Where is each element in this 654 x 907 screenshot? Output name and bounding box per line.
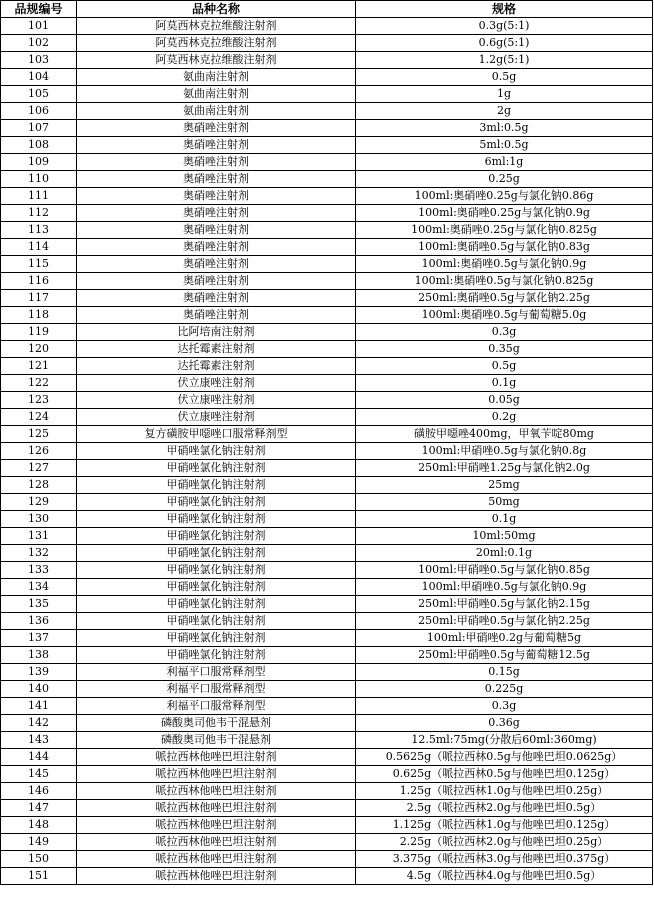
table-row	[1, 443, 653, 460]
row-drug-name: 阿莫西林克拉维酸注射剂	[77, 52, 356, 69]
row-code: 121	[1, 358, 77, 375]
row-drug-name: 甲硝唑氯化钠注射剂	[77, 596, 356, 613]
row-code: 145	[1, 766, 77, 783]
table-row	[1, 766, 653, 783]
row-code: 108	[1, 137, 77, 154]
row-drug-name: 甲硝唑氯化钠注射剂	[77, 630, 356, 647]
row-code: 123	[1, 392, 77, 409]
table-row	[1, 749, 653, 766]
row-drug-name: 甲硝唑氯化钠注射剂	[77, 647, 356, 664]
table-row	[1, 494, 653, 511]
row-specification: 50mg	[356, 494, 653, 511]
row-specification: 100ml:甲硝唑0.5g与氯化钠0.85g	[356, 562, 653, 579]
row-specification: 100ml:奥硝唑0.25g与氯化钠0.9g	[356, 205, 653, 222]
row-specification: 1.125g（哌拉西林1.0g与他唑巴坦0.125g）	[356, 817, 653, 834]
row-code: 133	[1, 562, 77, 579]
row-drug-name: 利福平口服常释剂型	[77, 681, 356, 698]
row-specification: 5ml:0.5g	[356, 137, 653, 154]
row-specification: 0.2g	[356, 409, 653, 426]
row-code: 150	[1, 851, 77, 868]
row-specification: 250ml:奥硝唑0.5g与氯化钠2.25g	[356, 290, 653, 307]
row-code: 135	[1, 596, 77, 613]
header-specification: 规格	[356, 1, 653, 18]
table-row	[1, 817, 653, 834]
row-specification: 100ml:奥硝唑0.5g与葡萄糖5.0g	[356, 307, 653, 324]
row-code: 137	[1, 630, 77, 647]
table-body	[1, 18, 653, 885]
row-drug-name: 氨曲南注射剂	[77, 69, 356, 86]
row-code: 140	[1, 681, 77, 698]
table-row	[1, 69, 653, 86]
table-row	[1, 358, 653, 375]
table-row	[1, 562, 653, 579]
row-specification: 0.25g	[356, 171, 653, 188]
table-row	[1, 273, 653, 290]
row-specification: 100ml:奥硝唑0.5g与氯化钠0.9g	[356, 256, 653, 273]
row-specification: 0.225g	[356, 681, 653, 698]
row-code: 151	[1, 868, 77, 885]
row-drug-name: 达托霉素注射剂	[77, 341, 356, 358]
table-row	[1, 579, 653, 596]
table-row	[1, 545, 653, 562]
table-row	[1, 426, 653, 443]
table-row	[1, 698, 653, 715]
row-drug-name: 伏立康唑注射剂	[77, 409, 356, 426]
row-drug-name: 甲硝唑氯化钠注射剂	[77, 511, 356, 528]
table-row	[1, 86, 653, 103]
table-row	[1, 868, 653, 885]
row-code: 116	[1, 273, 77, 290]
row-specification: 0.5g	[356, 358, 653, 375]
row-specification: 250ml:甲硝唑0.5g与葡萄糖12.5g	[356, 647, 653, 664]
row-drug-name: 奥硝唑注射剂	[77, 273, 356, 290]
row-drug-name: 甲硝唑氯化钠注射剂	[77, 477, 356, 494]
row-code: 107	[1, 120, 77, 137]
row-specification: 1.2g(5:1)	[356, 52, 653, 69]
row-specification: 4.5g（哌拉西林4.0g与他唑巴坦0.5g）	[356, 868, 653, 885]
row-code: 104	[1, 69, 77, 86]
row-drug-name: 哌拉西林他唑巴坦注射剂	[77, 817, 356, 834]
row-code: 125	[1, 426, 77, 443]
row-drug-name: 奥硝唑注射剂	[77, 137, 356, 154]
row-specification: 100ml:奥硝唑0.5g与氯化钠0.825g	[356, 273, 653, 290]
table-row	[1, 35, 653, 52]
row-drug-name: 哌拉西林他唑巴坦注射剂	[77, 766, 356, 783]
table-row	[1, 375, 653, 392]
row-specification: 2.25g（哌拉西林2.0g与他唑巴坦0.25g）	[356, 834, 653, 851]
row-drug-name: 哌拉西林他唑巴坦注射剂	[77, 868, 356, 885]
table-row	[1, 256, 653, 273]
row-code: 122	[1, 375, 77, 392]
row-code: 119	[1, 324, 77, 341]
table-row	[1, 103, 653, 120]
table-row	[1, 154, 653, 171]
table-row	[1, 290, 653, 307]
header-code: 品规编号	[1, 1, 77, 18]
table-row	[1, 18, 653, 35]
row-specification: 1g	[356, 86, 653, 103]
row-code: 132	[1, 545, 77, 562]
row-specification: 0.36g	[356, 715, 653, 732]
row-specification: 3.375g（哌拉西林3.0g与他唑巴坦0.375g）	[356, 851, 653, 868]
table-row	[1, 409, 653, 426]
table-row	[1, 222, 653, 239]
row-code: 112	[1, 205, 77, 222]
row-code: 143	[1, 732, 77, 749]
row-drug-name: 氨曲南注射剂	[77, 103, 356, 120]
row-code: 120	[1, 341, 77, 358]
row-drug-name: 奥硝唑注射剂	[77, 205, 356, 222]
row-code: 146	[1, 783, 77, 800]
row-code: 126	[1, 443, 77, 460]
row-drug-name: 奥硝唑注射剂	[77, 256, 356, 273]
table-row	[1, 511, 653, 528]
row-specification: 2g	[356, 103, 653, 120]
row-code: 101	[1, 18, 77, 35]
row-drug-name: 阿莫西林克拉维酸注射剂	[77, 18, 356, 35]
table-row	[1, 596, 653, 613]
row-code: 129	[1, 494, 77, 511]
row-specification: 10ml:50mg	[356, 528, 653, 545]
row-specification: 2.5g（哌拉西林2.0g与他唑巴坦0.5g）	[356, 800, 653, 817]
row-code: 148	[1, 817, 77, 834]
row-drug-name: 哌拉西林他唑巴坦注射剂	[77, 800, 356, 817]
row-drug-name: 甲硝唑氯化钠注射剂	[77, 579, 356, 596]
table-row	[1, 137, 653, 154]
row-drug-name: 甲硝唑氯化钠注射剂	[77, 494, 356, 511]
row-code: 102	[1, 35, 77, 52]
row-code: 124	[1, 409, 77, 426]
row-specification: 100ml:甲硝唑0.5g与氯化钠0.9g	[356, 579, 653, 596]
row-code: 142	[1, 715, 77, 732]
table-row	[1, 52, 653, 69]
row-specification: 0.625g（哌拉西林0.5g与他唑巴坦0.125g）	[356, 766, 653, 783]
row-code: 103	[1, 52, 77, 69]
table-row	[1, 613, 653, 630]
row-specification: 0.35g	[356, 341, 653, 358]
row-code: 136	[1, 613, 77, 630]
row-code: 147	[1, 800, 77, 817]
table-row	[1, 800, 653, 817]
row-code: 131	[1, 528, 77, 545]
row-code: 110	[1, 171, 77, 188]
row-specification: 20ml:0.1g	[356, 545, 653, 562]
row-code: 109	[1, 154, 77, 171]
row-code: 115	[1, 256, 77, 273]
row-drug-name: 奥硝唑注射剂	[77, 171, 356, 188]
table-row	[1, 171, 653, 188]
row-code: 128	[1, 477, 77, 494]
row-code: 113	[1, 222, 77, 239]
row-drug-name: 阿莫西林克拉维酸注射剂	[77, 35, 356, 52]
row-code: 118	[1, 307, 77, 324]
table-row	[1, 851, 653, 868]
row-drug-name: 哌拉西林他唑巴坦注射剂	[77, 834, 356, 851]
row-specification: 0.3g	[356, 698, 653, 715]
row-code: 138	[1, 647, 77, 664]
row-drug-name: 哌拉西林他唑巴坦注射剂	[77, 851, 356, 868]
row-specification: 100ml:甲硝唑0.5g与氯化钠0.8g	[356, 443, 653, 460]
row-drug-name: 甲硝唑氯化钠注射剂	[77, 460, 356, 477]
row-drug-name: 复方磺胺甲噁唑口服常释剂型	[77, 426, 356, 443]
row-code: 106	[1, 103, 77, 120]
row-drug-name: 达托霉素注射剂	[77, 358, 356, 375]
table-row	[1, 341, 653, 358]
row-specification: 0.1g	[356, 375, 653, 392]
row-code: 144	[1, 749, 77, 766]
row-drug-name: 利福平口服常释剂型	[77, 664, 356, 681]
header-drug-name: 品种名称	[77, 1, 356, 18]
row-drug-name: 哌拉西林他唑巴坦注射剂	[77, 749, 356, 766]
row-drug-name: 甲硝唑氯化钠注射剂	[77, 613, 356, 630]
row-drug-name: 奥硝唑注射剂	[77, 120, 356, 137]
row-drug-name: 奥硝唑注射剂	[77, 222, 356, 239]
table-row	[1, 664, 653, 681]
row-specification: 0.15g	[356, 664, 653, 681]
table-row	[1, 188, 653, 205]
row-drug-name: 甲硝唑氯化钠注射剂	[77, 443, 356, 460]
row-drug-name: 奥硝唑注射剂	[77, 290, 356, 307]
row-specification: 250ml:甲硝唑0.5g与氯化钠2.25g	[356, 613, 653, 630]
row-code: 134	[1, 579, 77, 596]
table-row	[1, 307, 653, 324]
row-drug-name: 奥硝唑注射剂	[77, 188, 356, 205]
table-row	[1, 783, 653, 800]
row-specification: 6ml:1g	[356, 154, 653, 171]
row-specification: 0.05g	[356, 392, 653, 409]
table-row	[1, 120, 653, 137]
row-specification: 0.1g	[356, 511, 653, 528]
row-drug-name: 甲硝唑氯化钠注射剂	[77, 528, 356, 545]
row-specification: 25mg	[356, 477, 653, 494]
table-row	[1, 732, 653, 749]
header-row	[1, 1, 653, 18]
row-code: 111	[1, 188, 77, 205]
row-drug-name: 比阿培南注射剂	[77, 324, 356, 341]
row-drug-name: 奥硝唑注射剂	[77, 239, 356, 256]
table-row	[1, 460, 653, 477]
row-drug-name: 奥硝唑注射剂	[77, 154, 356, 171]
row-specification: 250ml:甲硝唑0.5g与氯化钠2.15g	[356, 596, 653, 613]
row-code: 139	[1, 664, 77, 681]
row-specification: 0.3g	[356, 324, 653, 341]
row-specification: 0.3g(5:1)	[356, 18, 653, 35]
row-specification: 12.5ml:75mg(分散后60ml:360mg)	[356, 732, 653, 749]
row-specification: 0.5g	[356, 69, 653, 86]
row-drug-name: 奥硝唑注射剂	[77, 307, 356, 324]
table-row	[1, 715, 653, 732]
row-specification: 磺胺甲噁唑400mg，甲氧苄啶80mg	[356, 426, 653, 443]
table-row	[1, 477, 653, 494]
table-row	[1, 392, 653, 409]
table-row	[1, 205, 653, 222]
row-drug-name: 甲硝唑氯化钠注射剂	[77, 545, 356, 562]
row-code: 105	[1, 86, 77, 103]
row-specification: 0.5625g（哌拉西林0.5g与他唑巴坦0.0625g）	[356, 749, 653, 766]
row-code: 114	[1, 239, 77, 256]
row-code: 127	[1, 460, 77, 477]
row-drug-name: 甲硝唑氯化钠注射剂	[77, 562, 356, 579]
row-drug-name: 伏立康唑注射剂	[77, 375, 356, 392]
row-specification: 1.25g（哌拉西林1.0g与他唑巴坦0.25g）	[356, 783, 653, 800]
row-specification: 100ml:奥硝唑0.25g与氯化钠0.86g	[356, 188, 653, 205]
row-drug-name: 利福平口服常释剂型	[77, 698, 356, 715]
table-row	[1, 239, 653, 256]
table-row	[1, 681, 653, 698]
row-drug-name: 伏立康唑注射剂	[77, 392, 356, 409]
row-specification: 100ml:奥硝唑0.25g与氯化钠0.825g	[356, 222, 653, 239]
table-row	[1, 647, 653, 664]
row-drug-name: 哌拉西林他唑巴坦注射剂	[77, 783, 356, 800]
row-code: 149	[1, 834, 77, 851]
table-row	[1, 630, 653, 647]
row-code: 141	[1, 698, 77, 715]
row-drug-name: 磷酸奥司他韦干混悬剂	[77, 715, 356, 732]
row-specification: 250ml:甲硝唑1.25g与氯化钠2.0g	[356, 460, 653, 477]
table-row	[1, 834, 653, 851]
row-code: 130	[1, 511, 77, 528]
row-specification: 3ml:0.5g	[356, 120, 653, 137]
table-row	[1, 324, 653, 341]
table-row	[1, 528, 653, 545]
row-specification: 0.6g(5:1)	[356, 35, 653, 52]
row-drug-name: 氨曲南注射剂	[77, 86, 356, 103]
row-drug-name: 磷酸奥司他韦干混悬剂	[77, 732, 356, 749]
row-specification: 100ml:甲硝唑0.2g与葡萄糖5g	[356, 630, 653, 647]
row-specification: 100ml:奥硝唑0.5g与氯化钠0.83g	[356, 239, 653, 256]
row-code: 117	[1, 290, 77, 307]
